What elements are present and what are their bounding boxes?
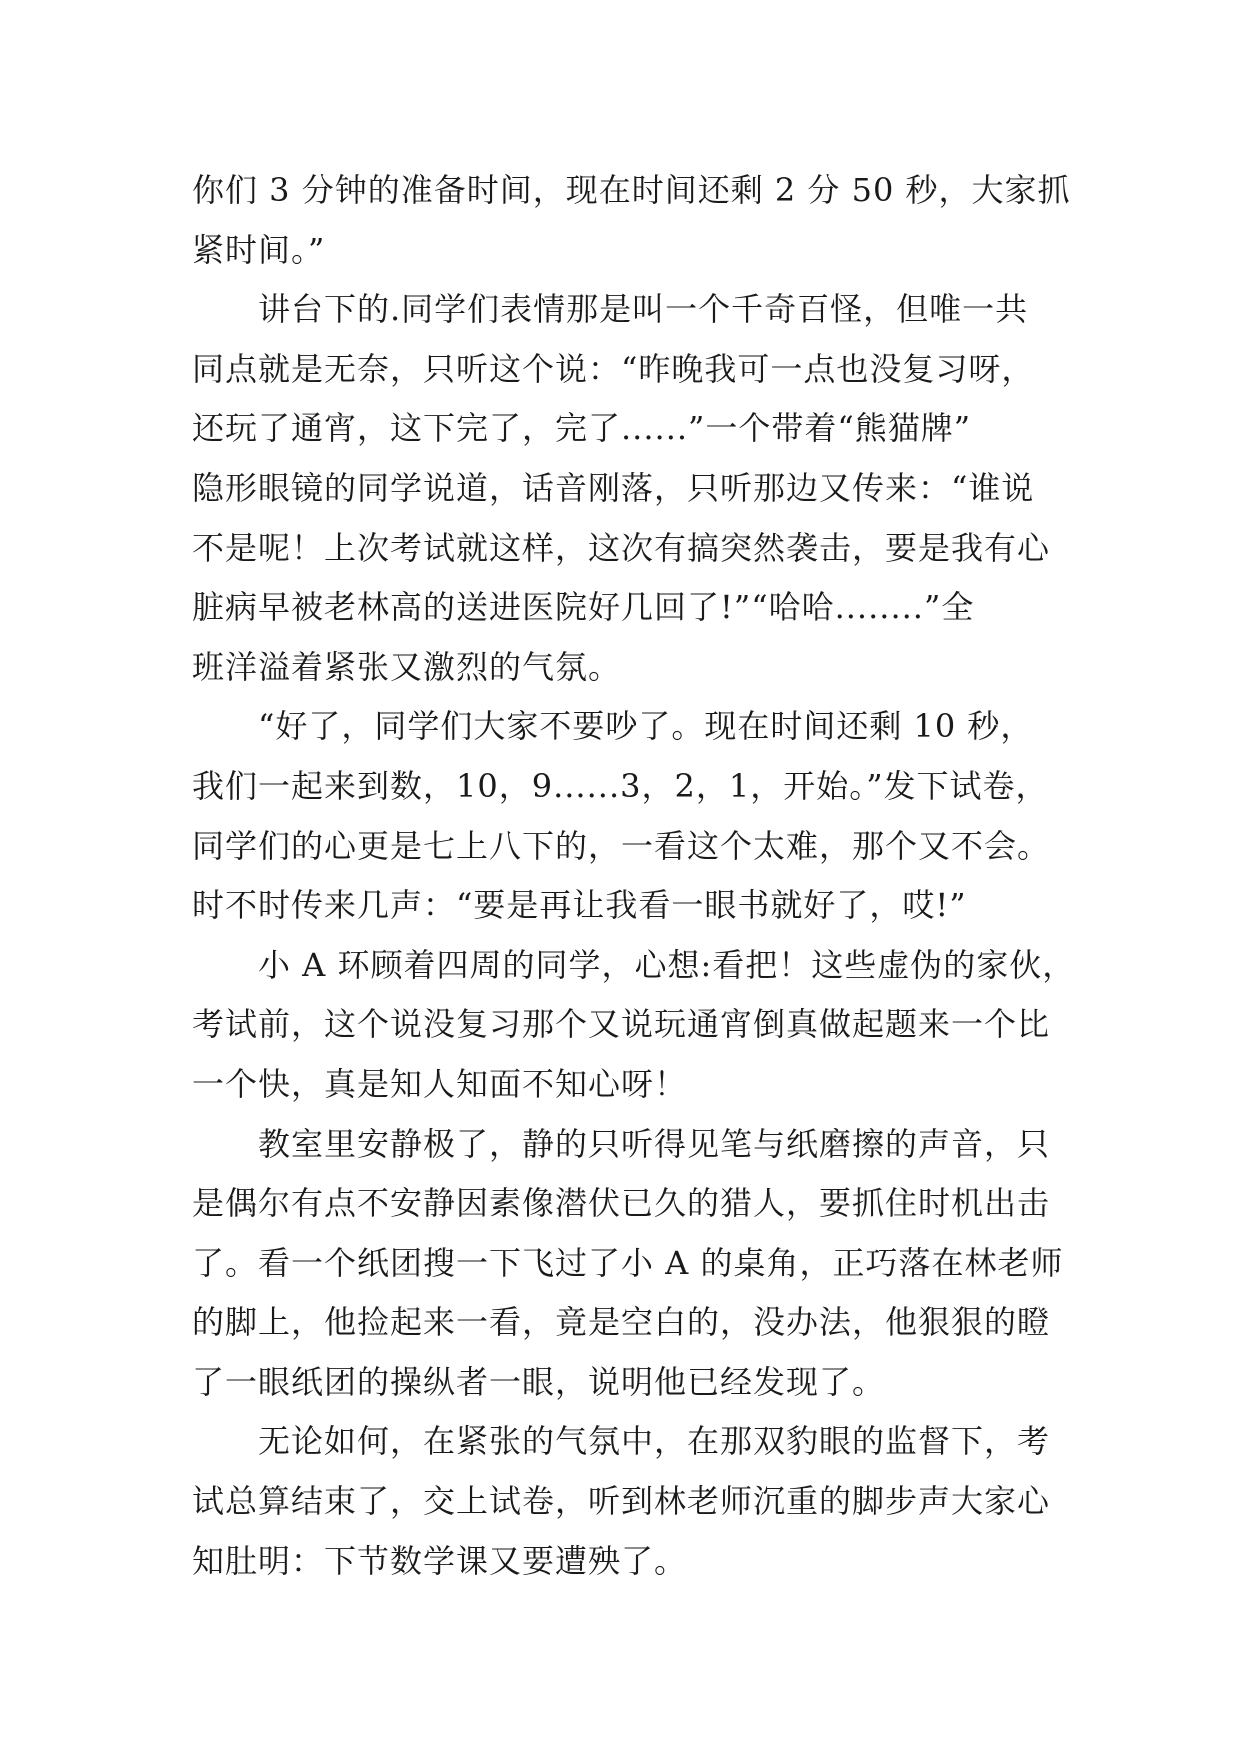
text-line: 了一眼纸团的操纵者一眼，说明他已经发现了。 [192,1362,886,1401]
text-line: 考试前，这个说没复习那个又说玩通宵倒真做起题来一个比 [192,1005,1051,1044]
text-line: 教室里安静极了，静的只听得见笔与纸磨擦的声音，只 [192,1124,1051,1163]
text-line: 还玩了通宵，这下完了，完了......”一个带着“熊猫牌” [192,409,972,448]
text-line: 一个快，真是知人知面不知心呀！ [192,1064,688,1103]
text-line: 同学们的心更是七上八下的，一看这个太难，那个又不会。 [192,826,1051,865]
text-line: 你们 3 分钟的准备时间，现在时间还剩 2 分 50 秒，大家抓 [192,171,1071,209]
text-line: 紧时间。” [192,230,326,269]
text-line: 脏病早被老林高的送进医院好几回了!”“哈哈........”全 [192,588,975,627]
text-line: 我们一起来到数，10，9......3，2，1，开始。”发下试卷， [192,766,1049,805]
text-line: 隐形眼镜的同学说道，话音刚落，只听那边又传来：“谁说 [192,468,1035,507]
text-line: 时不时传来几声：“要是再让我看一眼书就好了，哎!” [192,886,967,925]
text-line: 的脚上，他捡起来一看，竟是空白的，没办法，他狠狠的瞪 [192,1303,1051,1342]
text-line: “好了，同学们大家不要吵了。现在时间还剩 10 秒， [192,707,1034,746]
text-line: 无论如何，在紧张的气氛中，在那双豹眼的监督下，考 [192,1422,1051,1461]
text-line: 不是呢！上次考试就这样，这次有搞突然袭击，要是我有心 [192,528,1051,567]
text-line: 讲台下的.同学们表情那是叫一个千奇百怪，但唯一共 [192,290,1029,329]
text-line: 知肚明：下节数学课又要遭殃了。 [192,1541,688,1580]
text-line: 同点就是无奈，只听这个说：“昨晚我可一点也没复习呀， [192,349,1035,388]
text-line: 试总算结束了，交上试卷，听到林老师沉重的脚步声大家心 [192,1482,1051,1521]
text-line: 小 A 环顾着四周的同学，心想:看把！这些虚伪的家伙， [192,945,1076,984]
text-line: 是偶尔有点不安静因素像潜伏已久的猎人，要抓住时机出击 [192,1184,1051,1223]
text-line: 班洋溢着紧张又激烈的气氛。 [192,647,622,686]
document-body [192,161,1076,1591]
text-line: 了。看一个纸团搜一下飞过了小 A 的桌角，正巧落在林老师 [192,1243,1064,1282]
